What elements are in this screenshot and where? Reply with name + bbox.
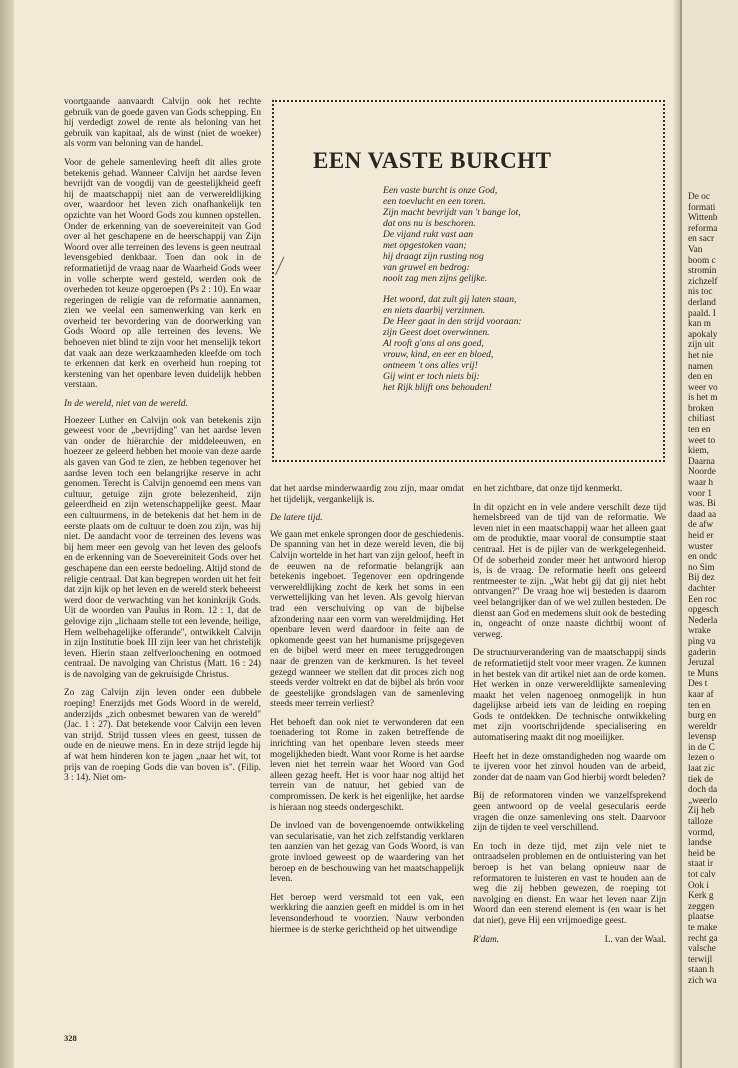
poem-line: hij draagt zijn rusting nog: [383, 251, 484, 262]
right-page-fragment: te make: [688, 922, 718, 933]
right-page-fragment: derland: [688, 297, 716, 308]
right-page-fragment: opgesch: [688, 605, 719, 616]
right-page-fragment: kiem,: [688, 446, 709, 457]
right-page-fragment: staat ir: [688, 859, 714, 870]
right-page-fragment: no Sim: [688, 562, 715, 573]
right-page-fragment: namen: [688, 361, 713, 372]
article-signature: [473, 935, 666, 946]
right-page-fragment: formati: [688, 202, 716, 213]
section-heading: In de wereld, niet van de wereld.: [64, 399, 188, 410]
poem-line: vrouw, kind, en eer en bloed,: [383, 349, 494, 360]
right-page-fragment: lezen o: [688, 753, 715, 764]
right-page-fragment: zich wa: [688, 975, 717, 986]
right-page-fragment: Bij dez: [688, 573, 715, 584]
right-page-fragment: nis toc: [688, 287, 713, 298]
right-page-fragment: vormd,: [688, 827, 715, 838]
right-page-fragment: talloze: [688, 817, 713, 828]
right-page-fragment: was. Bi: [688, 499, 716, 510]
right-page-fragment: Noorde: [688, 467, 716, 478]
right-page-fragment: zijn uit: [688, 340, 715, 351]
signature-city: R'dam.: [473, 934, 500, 945]
right-page-fragment: ping va: [688, 636, 716, 647]
right-page-fragment: kaar af: [688, 689, 714, 700]
paragraph: Heeft het in deze omstandigheden nog waarde om te ijveren voor het zinvol houden van de arbeid, zonder dat de naam van God hierbij wordt beleden?: [473, 751, 666, 783]
paragraph: en het zichtbare, dat onze tijd kenmerkt.: [473, 484, 623, 494]
right-page-fragment: ten en: [688, 700, 711, 711]
right-page-fragment: den en: [688, 372, 713, 383]
right-page-fragment: Wittenb: [688, 213, 718, 224]
poem-line: Het woord, dat zult gij laten staan,: [383, 294, 517, 305]
right-page-fragment: dachter: [688, 583, 716, 594]
poem-line: ontneem 't ons alles vrij!: [383, 360, 478, 371]
paragraph: En toch in deze tijd, met zijn vele niet te ontraadselen problemen en de ontluistering van het beroep is het van belang opnieuw naar de reformatoren te luisteren en vast te houden aan de weg die zij hebben gewezen, de roeping tot navolging en dienst. En waar het leven naar Zijn Woord dan een sterend element is (en waar is het dat niet), geve Hij een vrijmoedige geest.: [473, 841, 666, 926]
right-page-fragment: te Muns: [688, 668, 719, 679]
right-page-fragment: weer vo: [688, 382, 718, 393]
right-page-fragment: plaatse: [688, 912, 714, 923]
right-page-fragment: boom c: [688, 255, 716, 266]
poem-line: Gij wint er toch niets bij:: [383, 371, 480, 382]
right-page-fragment: en sacr: [688, 234, 715, 245]
section-heading: De latere tijd.: [270, 513, 323, 524]
right-page-fragment: tiek de: [688, 774, 714, 785]
poem-line: een toevlucht en een toren.: [383, 196, 486, 207]
right-page-fragment: doch da: [688, 785, 718, 796]
paragraph: voortgaande aanvaardt Calvijn ook het rechte gebruik van de goede gaven van Gods schepping. En hij verdedigt zowel de rente als beloning van het gebruik van kapitaal, als de winst (niet de woeker) als vorm van beloning van de handel.: [64, 97, 261, 150]
right-page-fragment: stromin: [688, 266, 717, 277]
right-page-fragment: gaderin: [688, 647, 716, 658]
right-page-fragment: wrake: [688, 626, 711, 637]
right-page-fragment: levensp: [688, 732, 717, 743]
right-page-fragment: heid be: [688, 848, 716, 859]
paragraph: Bij de reformatoren vinden we vanzelfsprekend geen antwoord op de veelal gesecularis eerde vragen die onze samenleving ons stelt. Daarvoor zijn de tijden te veel verschillend.: [473, 791, 666, 834]
signature-author: L. van der Waal.: [604, 934, 666, 945]
right-page-fragment: laat zic: [688, 764, 715, 775]
paragraph: Hoezeer Luther en Calvijn ook van betekenis zijn geweest voor de „bevrijding" van het aardse leven van onder de hiërarchie der middeleeuwen, en hoezeer ze geleerd hebben het mooie van deze aarde als gaven van God te zien, ze hebben tegenover het aardse leven toch een belangrijke reserve in acht genomen. Terecht is Calvijn genoemd een mens van cultuur, getuige zijn grote belezenheid, zijn geleerdheid en zijn wetenschappelijke geest. Maar een cultuurmens, in de betekenis dat het hem in de eerste plaats om de cultuur te doen zou zijn, was hij niet. De aandacht voor de terreinen des levens was bij hem meer een gevolg van het leven des geloofs en de erkenning van de Soevereiniteit Gods over het geschapene dan een eerste bedoeling. Altijd stond de religie centraal. Dat kan begrepen worden uit het feit dat zijn kijk op het leven en de wereld sterk beheerst werd door de verwachting van het koninkrijk Gods. Uit de woorden van Paulus in Rom. 12 : 1, dat de gelovige zijn „lichaam stelle tot een levende, heilige, Hem welbehagelijke offerande", ontwikkelt Calvijn in zijn Institutie boek III zijn leer van het christelijk leven. Hierin staan zelfverloochening en ootmoed centraal. De navolging van Christus (Matt. 16 : 24) is de navolging van de gekruisigde Christus.: [64, 415, 261, 680]
right-page-fragment: Jeruzal: [688, 658, 715, 669]
paragraph: We gaan met enkele sprongen door de geschiedenis. De spanning van het in deze wereld leven, die bij Calvijn wortelde in het hart van zijn geloof, heeft in de eeuwen na de reformatie belangrijk aan betekenis ingeboet. Tegenover een opdringende verwereldlijking zocht de kerk het soms in een verwettelijking van het leven. Als gevolg hiervan trad een verschuiving op van de bijbelse afzondering naar een vorm van wereldmijding. Het openbare leven werd daardoor in feite aan de opkomende geest van het humanisme prijsgegeven en de bijbel werd meer en meer teruggedrongen naar de grenzen van de kerkmuren. Is het teveel gezegd wanneer we stellen dat dit proces zich nog steeds verder voltrekt en dat de bijbel als brón voor de geestelijke grondslagen van de samenleving steeds meer terrein verliest?: [270, 529, 464, 710]
right-page-fragment: is het m: [688, 393, 718, 404]
paragraph: Voor de gehele samenleving heeft dit alles grote betekenis gehad. Wanneer Calvijn het aardse leven bevrijdt van de voogdij van de geestelijkheid geeft hij de maatschappij niet aan de verwereldlijking over, waardoor het leven zich onafhankelijk ten opzichte van het Woord Gods zou kunnen opstellen. Onder de erkenning van de soevereiniteit van God over al het geschapene en de heerschappij van Zijn Woord over alle terreinen des levens is geen neutraal levensgebied denkbaar. Toen dan ook in de reformatietijd de vraag naar de Waarheid Gods weer in volle scherpte werd gesteld, werden ook de overheden tot keuze opgeroepen (Ps 2 : 10). En waar regeringen de religie van de reformatie aannamen, zien we veelal een samenwerking van kerk en overheid ter bevordering van de doorwerking van Gods Woord op alle terreinen des levens. We behoeven niet blind te zijn voor het menselijk tekort dat vaak aan deze werkzaamheden kleefde om toch te erkennen dat kerk en overheid hun roeping tot kerstening van het openbare leven duidelijk hebben verstaan.: [64, 157, 261, 391]
poem-line: De vijand rukt vast aan: [383, 229, 474, 240]
right-page-fragment: Kerk g: [688, 891, 714, 902]
poem-title: EEN VASTE BURCHT: [313, 148, 552, 173]
right-page-fragment: in de C: [688, 742, 715, 753]
right-page-fragment: recht ga: [688, 933, 718, 944]
right-page-fragment: burg en: [688, 711, 716, 722]
right-page-fragment: tot calv: [688, 870, 716, 880]
poem-text: [383, 185, 653, 403]
right-page-fragment: Daarna: [688, 456, 715, 467]
right-page-fragment: weet to: [688, 435, 716, 446]
article-column-1: [64, 97, 261, 792]
right-page-fragment: voor 1: [688, 488, 713, 499]
paragraph: Het behoeft dan ook niet te verwonderen dat een toenadering tot Rome in zaken betreffende de inrichting van het openbare leven steeds meer mogelijkheden biedt. Want voor Rome is het aardse leven niet het terrein waar het Woord van God alleen gezag heeft. Het is voor haar nog altijd het terrein van de natuur, het gebied van de compromissen. De kerk is het eigenlijke, het aardse is hieraan nog steeds ondergeschikt.: [270, 717, 464, 813]
paragraph: dat het aardse minderwaardig zou zijn, maar omdat het tijdelijk, vergankelijk is.: [270, 484, 464, 505]
right-page-fragment: zeggen: [688, 901, 715, 912]
right-page-fragment: wuster: [688, 541, 713, 552]
right-page-fragment: Een roc: [688, 594, 717, 605]
right-page-fragment: landse: [688, 838, 712, 849]
poem-line: Zijn macht bevrijdt van 't bange lot,: [383, 207, 521, 218]
right-page-fragment: wereldr: [688, 721, 717, 732]
right-page-fragment: heid er: [688, 531, 714, 541]
page-number: 328: [64, 1033, 77, 1043]
right-page-fragment: reforma: [688, 223, 718, 234]
article-column-3: [473, 484, 666, 945]
right-page-fragment: staan h: [688, 965, 715, 976]
right-page-fragment: Van: [688, 244, 703, 255]
paragraph: Zo zag Calvijn zijn leven onder een dubbele roeping! Enerzijds met Gods Woord in de wereld, anderzijds „zich onbesmet bewaren van de wereld" (Jac. 1 : 27). Dat betekende voor Calvijn een leven van strijd. Strijd tussen vlees en geest, tussen de oude en de nieuwe mens. En in deze strijd legde hij af wat hem hinderen kon te jagen „naar het wit, tot prijs van de roeping Gods die van boven is". (Filip. 3 : 14). Niet om-: [64, 688, 261, 784]
right-page-fragment: kan m: [688, 319, 711, 330]
poem-line: Een vaste burcht is onze God,: [383, 185, 498, 196]
right-page-fragment: broken: [688, 403, 714, 414]
poem-line: dat ons nu is beschoren.: [383, 218, 476, 229]
paragraph: De invloed van de bovengenoemde ontwikkeling van secularisatie, van het zich zelfstandig verklaren ten aanzien van het gezag van Gods Woord, is van grote invloed geweest op de waardering van het beroep en de beschouwing van het maatschappelijk leven.: [270, 821, 464, 885]
right-page-fragment: apokaly: [688, 329, 718, 340]
right-page-fragment: Nederla: [688, 615, 718, 626]
poem-line: en niets daarbij verzinnen.: [383, 305, 486, 316]
right-page-fragment: Des t: [688, 679, 708, 690]
gutter-shadow: [672, 0, 682, 1068]
paragraph: In dit opzicht en in vele andere verschilt deze tijd hemelsbreed van de tijd van de reformatie. We leven niet in een maatschappij waar het alleen gaat om de produktie, maar vooral de consumptie staat centraal. Het is de pijler van de werkgelegenheid. Of de soberheid zonder meer het antwoord hierop is, is de vraag. De reformatie heeft ons geleerd rentmeester te zijn. „Wat hebt gij dat gij niet hebt ontvangen?" De vraag hoe wij besteden is daarom veel belangrijker dan of we wel zullen besteden. De dienst aan God en medemens sluit ook de besteding in, ongeacht of onze naaste dichtbij woont of verweg.: [473, 502, 666, 640]
right-page-fragment: zichzelf: [688, 276, 718, 287]
poem-line: met opgestoken vaan;: [383, 240, 467, 251]
right-page-fragment: de afw: [688, 520, 714, 531]
poem-line: De Heer gaat in den strijd vooraan:: [383, 316, 522, 327]
right-page-fragment: „weerlo: [688, 795, 718, 806]
right-page-fragment: De oc: [688, 192, 710, 202]
poem-line: van gruwel en bedrog:: [383, 262, 470, 273]
poem-line: nooit zag men zijns gelijke.: [383, 273, 488, 284]
right-page-fragment: paald. I: [688, 308, 716, 319]
poem-stanza-1: [383, 185, 653, 284]
right-page-fragment: waar h: [688, 478, 714, 489]
right-page-fragment: daad aa: [688, 509, 717, 520]
right-page-fragment: ten en: [688, 425, 711, 436]
right-page-fragment: Zij heb: [688, 806, 715, 817]
right-page-fragment: het nie: [688, 350, 714, 361]
poem-line: Al rooft g'ons al ons goed,: [383, 338, 484, 349]
book-binding: [0, 0, 14, 1068]
article-column-2: [270, 484, 464, 943]
right-page-fragment: Ook i: [688, 880, 709, 891]
right-page-text-fragments: [688, 192, 738, 987]
poem-stanza-2: [383, 294, 653, 393]
right-page-fragment: en ondc: [688, 552, 718, 563]
poem-line: zijn Geest doet overwinnen.: [383, 327, 490, 338]
paragraph: Het beroep werd versmald tot een vak, een werkkring die aanzien geeft en middel is om in het levensonderhoud te voorzien. Nauw verbonden hiermee is de sterke gerichtheid op het uitwendige: [270, 892, 464, 935]
right-page-fragment: terwijl: [688, 954, 713, 965]
right-page-fragment: valsche: [688, 944, 716, 955]
right-page-fragment: chiliast: [688, 414, 715, 425]
poem-line: het Rijk blijft ons behouden!: [383, 382, 492, 393]
paragraph: De structuurverandering van de maatschappij sinds de reformatietijd stelt voor meer vragen. Ze kunnen in het bestek van dit artikel niet aan de orde komen. Het werken in onze verwereldlijkte samenleving maakt het velen nagenoeg onmogelijk in hun dagelijkse arbeid iets van de leiding en roeping Gods te ontdekken. De technische ontwikkeling met zijn voortschrijdende specialisering en automatisering maakt dit nog moeilijker.: [473, 648, 666, 744]
